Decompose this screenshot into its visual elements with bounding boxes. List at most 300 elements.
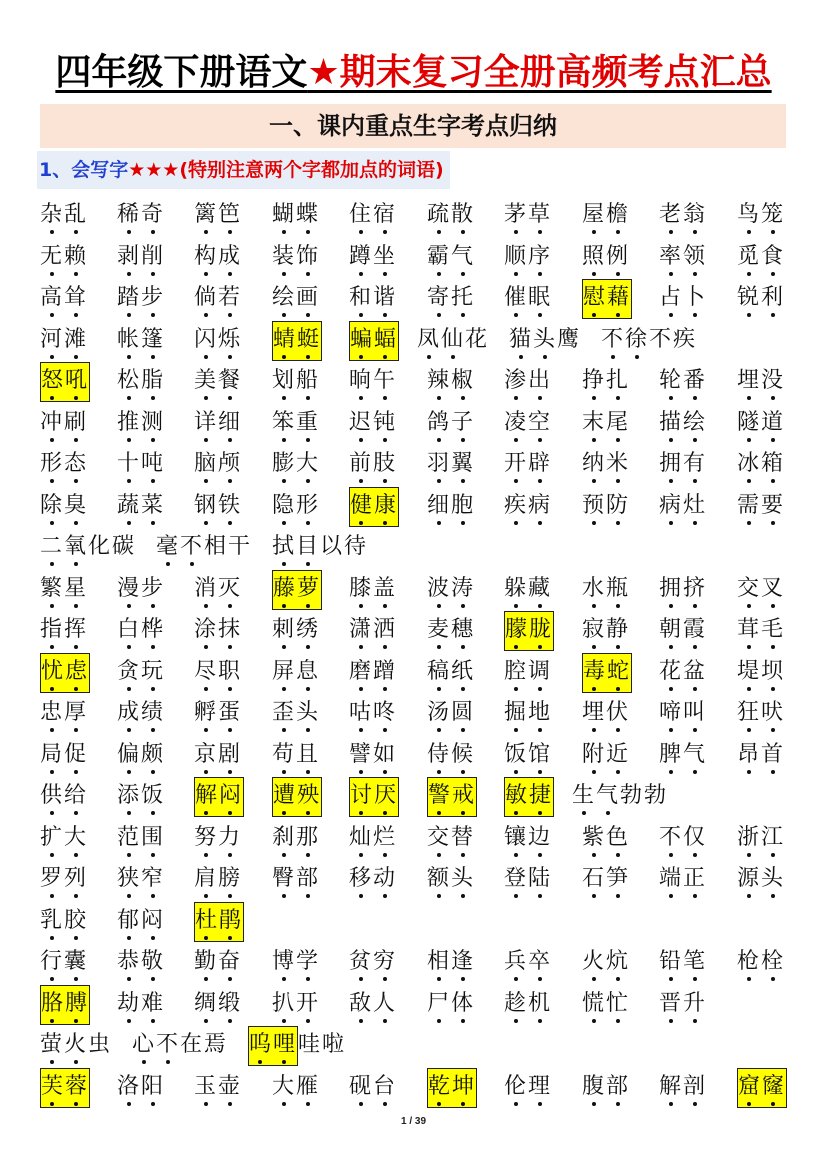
emphasis-dot bbox=[383, 521, 387, 525]
emphasis-dot bbox=[461, 438, 465, 442]
emphasis-dot bbox=[592, 894, 596, 898]
vocab-word: 啼叫 bbox=[659, 694, 707, 734]
vocab-word: 构成 bbox=[194, 238, 242, 278]
emphasis-dot bbox=[771, 230, 775, 234]
vocab-word: 慰藉 bbox=[582, 279, 632, 319]
emphasis-dot bbox=[538, 977, 542, 981]
vocab-word: 洛阳 bbox=[117, 1068, 165, 1108]
vocab-word: 美餐 bbox=[194, 362, 242, 402]
emphasis-dot bbox=[204, 355, 208, 359]
emphasis-dot bbox=[693, 770, 697, 774]
emphasis-dot bbox=[538, 894, 542, 898]
vocab-word: 石笋 bbox=[582, 860, 630, 900]
vocab-word: 剥削 bbox=[117, 238, 165, 278]
emphasis-dot bbox=[693, 521, 697, 525]
emphasis-dot bbox=[151, 604, 155, 608]
vocab-word: 勤奋 bbox=[194, 943, 242, 983]
vocab-word: 高耸 bbox=[40, 279, 88, 319]
emphasis-dot bbox=[616, 770, 620, 774]
emphasis-dot bbox=[514, 1102, 518, 1106]
emphasis-dot bbox=[142, 1060, 146, 1064]
emphasis-dot bbox=[151, 438, 155, 442]
emphasis-dot bbox=[514, 521, 518, 525]
emphasis-dot bbox=[514, 770, 518, 774]
word-row bbox=[0, 694, 827, 734]
emphasis-dot bbox=[151, 479, 155, 483]
vocab-word: 拥挤 bbox=[659, 570, 707, 610]
emphasis-dot bbox=[538, 521, 542, 525]
emphasis-dot bbox=[747, 230, 751, 234]
emphasis-dots bbox=[40, 1102, 90, 1110]
emphasis-dot bbox=[669, 521, 673, 525]
emphasis-dot bbox=[282, 853, 286, 857]
emphasis-dot bbox=[228, 770, 232, 774]
emphasis-dot bbox=[127, 770, 131, 774]
emphasis-dot bbox=[228, 313, 232, 317]
emphasis-dot bbox=[204, 521, 208, 525]
emphasis-dot bbox=[359, 1019, 363, 1023]
emphasis-dot bbox=[228, 728, 232, 732]
emphasis-dot bbox=[747, 604, 751, 608]
emphasis-dot bbox=[616, 604, 620, 608]
vocab-word: 朝霞 bbox=[659, 611, 707, 651]
subheading bbox=[37, 151, 450, 189]
emphasis-dot bbox=[461, 977, 465, 981]
emphasis-dot bbox=[437, 728, 441, 732]
emphasis-dot bbox=[592, 977, 596, 981]
vocab-word: 除臭 bbox=[40, 487, 88, 527]
emphasis-dot bbox=[306, 396, 310, 400]
vocab-word: 侍候 bbox=[427, 736, 475, 776]
emphasis-dot bbox=[514, 977, 518, 981]
vocab-word: 范围 bbox=[117, 819, 165, 859]
vocab-word: 萤火虫 bbox=[40, 1026, 112, 1066]
emphasis-dot bbox=[693, 645, 697, 649]
vocab-word: 麦穗 bbox=[427, 611, 475, 651]
emphasis-dot bbox=[151, 853, 155, 857]
emphasis-dot bbox=[127, 521, 131, 525]
vocab-word: 恭敬 bbox=[117, 943, 165, 983]
emphasis-dot bbox=[190, 562, 194, 566]
vocab-word: 迟钝 bbox=[349, 404, 397, 444]
vocab-word: 狂吠 bbox=[737, 694, 785, 734]
vocab-word: 隐形 bbox=[272, 487, 320, 527]
emphasis-dot bbox=[282, 770, 286, 774]
emphasis-dot bbox=[306, 977, 310, 981]
emphasis-dot bbox=[616, 1019, 620, 1023]
emphasis-dot bbox=[437, 1102, 441, 1106]
vocab-word: 猫头鹰 bbox=[509, 321, 581, 361]
emphasis-dot bbox=[359, 728, 363, 732]
emphasis-dot bbox=[538, 604, 542, 608]
emphasis-dot bbox=[151, 230, 155, 234]
emphasis-dot bbox=[538, 811, 542, 815]
emphasis-dot bbox=[306, 687, 310, 691]
emphasis-dot bbox=[669, 604, 673, 608]
emphasis-dot bbox=[592, 479, 596, 483]
emphasis-dot bbox=[306, 645, 310, 649]
emphasis-dot bbox=[151, 687, 155, 691]
emphasis-dot bbox=[204, 728, 208, 732]
emphasis-dot bbox=[50, 728, 54, 732]
emphasis-dot bbox=[359, 438, 363, 442]
emphasis-dot bbox=[282, 977, 286, 981]
vocab-word: 杂乱 bbox=[40, 196, 88, 236]
emphasis-dot bbox=[383, 728, 387, 732]
emphasis-dot bbox=[359, 479, 363, 483]
emphasis-dot bbox=[519, 355, 523, 359]
emphasis-dot bbox=[693, 1019, 697, 1023]
emphasis-dot bbox=[461, 687, 465, 691]
emphasis-dot bbox=[538, 853, 542, 857]
vocab-word: 贪玩 bbox=[117, 653, 165, 693]
emphasis-dot bbox=[771, 438, 775, 442]
emphasis-dot bbox=[204, 645, 208, 649]
emphasis-dot bbox=[437, 811, 441, 815]
emphasis-dot bbox=[359, 521, 363, 525]
emphasis-dot bbox=[437, 479, 441, 483]
vocab-word: 膨大 bbox=[272, 445, 320, 485]
emphasis-dot bbox=[306, 853, 310, 857]
vocab-word: 昂首 bbox=[737, 736, 785, 776]
emphasis-dot bbox=[771, 894, 775, 898]
emphasis-dot bbox=[50, 853, 54, 857]
emphasis-dot bbox=[669, 479, 673, 483]
emphasis-dot bbox=[204, 604, 208, 608]
emphasis-dot bbox=[538, 687, 542, 691]
vocab-word: 屏息 bbox=[272, 653, 320, 693]
word-row bbox=[0, 487, 827, 527]
emphasis-dot bbox=[50, 396, 54, 400]
vocab-word: 潇洒 bbox=[349, 611, 397, 651]
emphasis-dot bbox=[669, 894, 673, 898]
emphasis-dots bbox=[659, 1102, 707, 1110]
vocab-word: 茅草 bbox=[504, 196, 552, 236]
emphasis-dot bbox=[282, 479, 286, 483]
emphasis-dot bbox=[383, 396, 387, 400]
vocab-word: 老翁 bbox=[659, 196, 707, 236]
emphasis-dot bbox=[359, 853, 363, 857]
vocab-word: 解剖 bbox=[659, 1068, 707, 1108]
emphasis-dot bbox=[693, 272, 697, 276]
emphasis-dot bbox=[50, 479, 54, 483]
vocab-word: 绘画 bbox=[272, 279, 320, 319]
vocab-word: 踏步 bbox=[117, 279, 165, 319]
vocab-word: 绸缎 bbox=[194, 985, 242, 1025]
vocab-word: 形态 bbox=[40, 445, 88, 485]
emphasis-dot bbox=[204, 313, 208, 317]
vocab-word: 渗出 bbox=[504, 362, 552, 402]
emphasis-dot bbox=[204, 479, 208, 483]
emphasis-dots bbox=[737, 1102, 787, 1110]
emphasis-dot bbox=[282, 562, 286, 566]
vocab-word: 敌人 bbox=[349, 985, 397, 1025]
vocab-word: 详细 bbox=[194, 404, 242, 444]
word-row bbox=[0, 653, 827, 693]
emphasis-dot bbox=[538, 1019, 542, 1023]
vocab-word: 挣扎 bbox=[582, 362, 630, 402]
vocab-word: 霸气 bbox=[427, 238, 475, 278]
emphasis-dot bbox=[514, 645, 518, 649]
emphasis-dot bbox=[461, 770, 465, 774]
emphasis-dot bbox=[747, 645, 751, 649]
vocab-word: 讨厌 bbox=[349, 777, 399, 817]
vocab-word: 蜻蜓 bbox=[272, 321, 322, 361]
emphasis-dot bbox=[592, 313, 596, 317]
emphasis-dot bbox=[616, 396, 620, 400]
emphasis-dot bbox=[74, 1060, 78, 1064]
vocab-word: 漫步 bbox=[117, 570, 165, 610]
emphasis-dot bbox=[127, 728, 131, 732]
emphasis-dot bbox=[771, 313, 775, 317]
emphasis-dot bbox=[74, 811, 78, 815]
vocab-word: 紫色 bbox=[582, 819, 630, 859]
emphasis-dot bbox=[306, 272, 310, 276]
emphasis-dot bbox=[669, 438, 673, 442]
emphasis-dot bbox=[437, 313, 441, 317]
emphasis-dot bbox=[538, 645, 542, 649]
emphasis-dots bbox=[427, 1102, 477, 1110]
emphasis-dot bbox=[50, 313, 54, 317]
emphasis-dot bbox=[461, 604, 465, 608]
vocab-word: 和谐 bbox=[349, 279, 397, 319]
vocab-word: 蝙蝠 bbox=[349, 321, 399, 361]
emphasis-dot bbox=[282, 728, 286, 732]
emphasis-dot bbox=[306, 1102, 310, 1106]
vocab-word: 刹那 bbox=[272, 819, 320, 859]
emphasis-dot bbox=[437, 853, 441, 857]
vocab-word: 装饰 bbox=[272, 238, 320, 278]
word-row bbox=[0, 279, 827, 319]
vocab-word: 冲刷 bbox=[40, 404, 88, 444]
vocab-word: 水瓶 bbox=[582, 570, 630, 610]
emphasis-dot bbox=[74, 604, 78, 608]
emphasis-dot bbox=[461, 313, 465, 317]
emphasis-dot bbox=[437, 894, 441, 898]
vocab-word: 生气勃勃 bbox=[572, 777, 668, 817]
emphasis-dot bbox=[282, 272, 286, 276]
emphasis-dots bbox=[504, 1102, 552, 1110]
vocab-word: 尽职 bbox=[194, 653, 242, 693]
emphasis-dot bbox=[359, 355, 363, 359]
emphasis-dot bbox=[383, 770, 387, 774]
vocab-word: 开辟 bbox=[504, 445, 552, 485]
vocab-word: 伦理 bbox=[504, 1068, 552, 1108]
emphasis-dot bbox=[151, 728, 155, 732]
emphasis-dot bbox=[514, 272, 518, 276]
vocab-word: 劫难 bbox=[117, 985, 165, 1025]
vocab-word: 轮番 bbox=[659, 362, 707, 402]
emphasis-dot bbox=[669, 728, 673, 732]
emphasis-dot bbox=[383, 272, 387, 276]
vocab-word: 无赖 bbox=[40, 238, 88, 278]
emphasis-dot bbox=[592, 272, 596, 276]
vocab-word: 怒吼 bbox=[40, 362, 90, 402]
emphasis-dot bbox=[50, 687, 54, 691]
emphasis-dot bbox=[383, 1102, 387, 1106]
emphasis-dot bbox=[592, 521, 596, 525]
emphasis-dot bbox=[592, 645, 596, 649]
emphasis-dot bbox=[282, 1102, 286, 1106]
vocab-word: 堤坝 bbox=[737, 653, 785, 693]
emphasis-dot bbox=[538, 396, 542, 400]
emphasis-dot bbox=[592, 1102, 596, 1106]
emphasis-dot bbox=[451, 355, 455, 359]
emphasis-dot bbox=[228, 438, 232, 442]
emphasis-dot bbox=[127, 853, 131, 857]
emphasis-dot bbox=[50, 936, 54, 940]
emphasis-dot bbox=[693, 894, 697, 898]
emphasis-dot bbox=[127, 355, 131, 359]
emphasis-dot bbox=[50, 604, 54, 608]
emphasis-dot bbox=[461, 853, 465, 857]
vocab-word: 羽翼 bbox=[427, 445, 475, 485]
emphasis-dot bbox=[306, 230, 310, 234]
vocab-word: 蹲坐 bbox=[349, 238, 397, 278]
emphasis-dot bbox=[538, 272, 542, 276]
emphasis-dot bbox=[616, 1102, 620, 1106]
emphasis-dot bbox=[228, 811, 232, 815]
emphasis-dot bbox=[204, 853, 208, 857]
emphasis-dot bbox=[616, 853, 620, 857]
emphasis-dot bbox=[228, 1102, 232, 1106]
emphasis-dot bbox=[228, 479, 232, 483]
vocab-word: 歪头 bbox=[272, 694, 320, 734]
emphasis-dot bbox=[538, 479, 542, 483]
emphasis-dot bbox=[747, 853, 751, 857]
vocab-word: 茸毛 bbox=[737, 611, 785, 651]
vocab-word: 狭窄 bbox=[117, 860, 165, 900]
emphasis-dot bbox=[461, 230, 465, 234]
vocab-word: 拭目以待 bbox=[272, 528, 368, 568]
emphasis-dot bbox=[127, 272, 131, 276]
word-row bbox=[0, 819, 827, 859]
emphasis-dot bbox=[228, 604, 232, 608]
vocab-word: 凤仙花 bbox=[417, 321, 489, 361]
emphasis-dot bbox=[437, 604, 441, 608]
vocab-word: 松脂 bbox=[117, 362, 165, 402]
emphasis-dot bbox=[427, 355, 431, 359]
vocab-word: 源头 bbox=[737, 860, 785, 900]
vocab-word: 腹部 bbox=[582, 1068, 630, 1108]
vocab-word: 扩大 bbox=[40, 819, 88, 859]
emphasis-dot bbox=[204, 272, 208, 276]
emphasis-dot bbox=[359, 687, 363, 691]
word-row bbox=[0, 611, 827, 651]
emphasis-dot bbox=[669, 1102, 673, 1106]
vocab-word: 膝盖 bbox=[349, 570, 397, 610]
vocab-word: 成绩 bbox=[117, 694, 165, 734]
word-row bbox=[0, 362, 827, 402]
emphasis-dot bbox=[127, 645, 131, 649]
vocab-word: 慌忙 bbox=[582, 985, 630, 1025]
emphasis-dot bbox=[74, 977, 78, 981]
word-row bbox=[0, 1068, 827, 1108]
emphasis-dot bbox=[669, 230, 673, 234]
emphasis-dot bbox=[437, 645, 441, 649]
vocab-word: 前肢 bbox=[349, 445, 397, 485]
emphasis-dot bbox=[514, 811, 518, 815]
vocab-word: 咕咚 bbox=[349, 694, 397, 734]
vocab-word-highlight: 呜哩 bbox=[248, 1026, 298, 1066]
emphasis-dot bbox=[514, 604, 518, 608]
vocab-word: 辣椒 bbox=[427, 362, 475, 402]
vocab-word: 兵卒 bbox=[504, 943, 552, 983]
emphasis-dot bbox=[606, 811, 610, 815]
emphasis-dot bbox=[592, 728, 596, 732]
vocab-word: 拥有 bbox=[659, 445, 707, 485]
emphasis-dot bbox=[693, 396, 697, 400]
emphasis-dot bbox=[538, 313, 542, 317]
vocab-word: 觅食 bbox=[737, 238, 785, 278]
vocab-word: 纳米 bbox=[582, 445, 630, 485]
emphasis-dot bbox=[538, 728, 542, 732]
emphasis-dot bbox=[228, 355, 232, 359]
vocab-word: 刺绣 bbox=[272, 611, 320, 651]
vocab-word: 火炕 bbox=[582, 943, 630, 983]
word-row bbox=[0, 196, 827, 236]
emphasis-dot bbox=[771, 521, 775, 525]
vocab-word: 苟且 bbox=[272, 736, 320, 776]
emphasis-dot bbox=[437, 272, 441, 276]
emphasis-dot bbox=[228, 521, 232, 525]
vocab-word: 京剧 bbox=[194, 736, 242, 776]
vocab-word: 冰箱 bbox=[737, 445, 785, 485]
vocab-word: 饭馆 bbox=[504, 736, 552, 776]
vocab-word: 窟窿 bbox=[737, 1068, 787, 1108]
emphasis-dot bbox=[50, 1019, 54, 1023]
vocab-word: 住宿 bbox=[349, 196, 397, 236]
emphasis-dot bbox=[50, 1102, 54, 1106]
emphasis-dot bbox=[204, 977, 208, 981]
vocab-word: 朦胧 bbox=[504, 611, 554, 651]
emphasis-dot bbox=[74, 562, 78, 566]
word-row bbox=[0, 321, 827, 361]
emphasis-dot bbox=[693, 479, 697, 483]
emphasis-dot bbox=[359, 396, 363, 400]
vocab-word: 描绘 bbox=[659, 404, 707, 444]
vocab-word: 细胞 bbox=[427, 487, 475, 527]
vocab-word: 敏捷 bbox=[504, 777, 554, 817]
word-row bbox=[0, 943, 827, 983]
emphasis-dot bbox=[747, 272, 751, 276]
word-row bbox=[0, 445, 827, 485]
vocab-word: 隧道 bbox=[737, 404, 785, 444]
page-title bbox=[40, 48, 787, 98]
vocab-word: 杜鹃 bbox=[194, 902, 244, 942]
emphasis-dot bbox=[669, 645, 673, 649]
emphasis-dot bbox=[437, 230, 441, 234]
emphasis-dot bbox=[747, 977, 751, 981]
vocab-word: 疾病 bbox=[504, 487, 552, 527]
emphasis-dot bbox=[592, 770, 596, 774]
emphasis-dot bbox=[151, 1019, 155, 1023]
vocab-word: 芙蓉 bbox=[40, 1068, 90, 1108]
emphasis-dot bbox=[204, 230, 208, 234]
emphasis-dot bbox=[383, 438, 387, 442]
emphasis-dot bbox=[74, 770, 78, 774]
emphasis-dot bbox=[437, 438, 441, 442]
emphasis-dot bbox=[437, 977, 441, 981]
vocab-word: 蔬菜 bbox=[117, 487, 165, 527]
emphasis-dot bbox=[383, 1019, 387, 1023]
vocab-word: 磨蹭 bbox=[349, 653, 397, 693]
emphasis-dot bbox=[461, 521, 465, 525]
emphasis-dot bbox=[359, 272, 363, 276]
emphasis-dot bbox=[747, 1102, 751, 1106]
emphasis-dot bbox=[747, 396, 751, 400]
vocab-word: 河滩 bbox=[40, 321, 88, 361]
